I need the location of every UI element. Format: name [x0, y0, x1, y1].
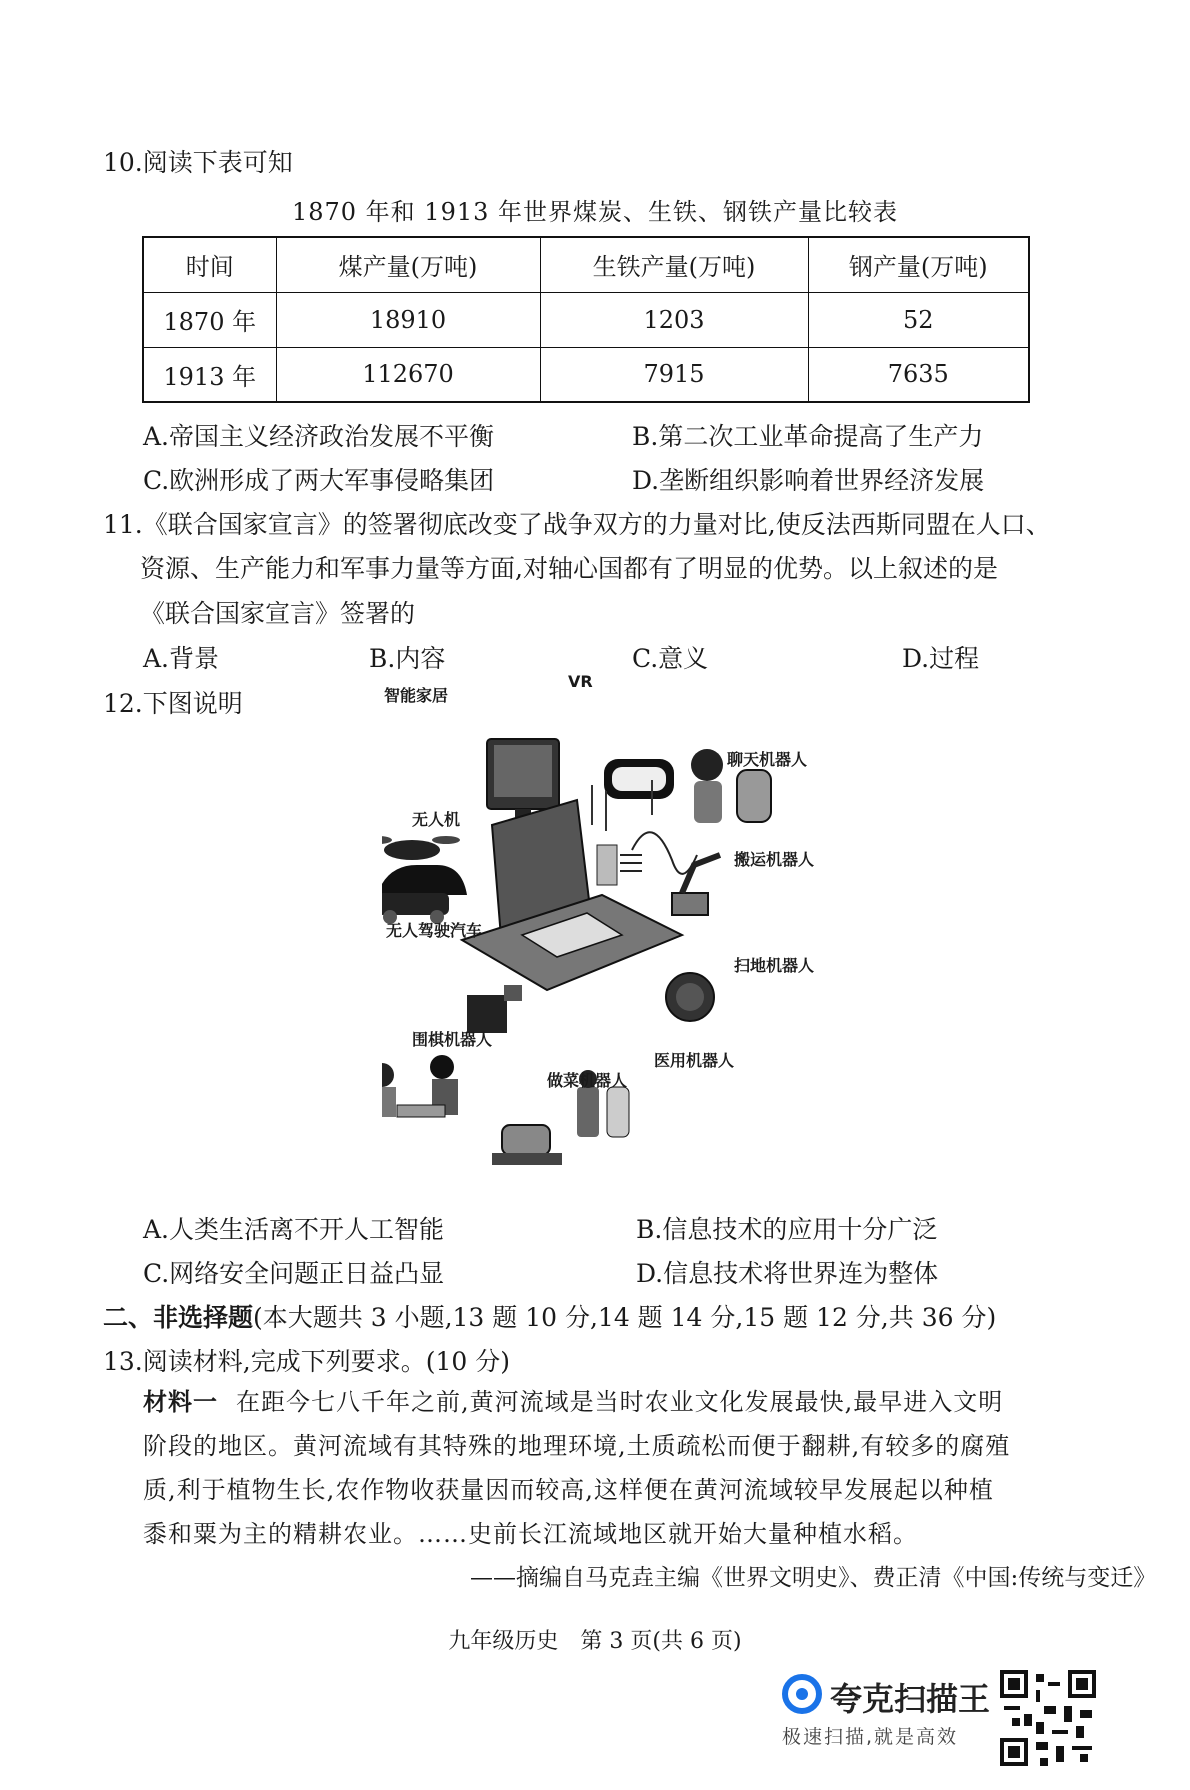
- brand-name: 夸克扫描王: [830, 1680, 991, 1718]
- q10-option-b: B.第二次工业革命提高了生产力: [632, 422, 984, 451]
- q13-material-line3: 质,利于植物生长,农作物收获量因而较高,这样便在黄河流域较早发展起以种植: [143, 1476, 994, 1504]
- q11-option-c: C.意义: [632, 644, 709, 673]
- label-chat-robot: 聊天机器人: [727, 750, 808, 769]
- ai-applications-figure: [382, 672, 832, 1195]
- cell-coal: 18910: [276, 292, 540, 347]
- q13-material-line2: 阶段的地区。黄河流域有其特殊的地理环境,土质疏松而便于翻耕,有较多的腐殖: [143, 1432, 1011, 1460]
- q11-line2: 资源、生产能力和军事力量等方面,对轴心国都有了明显的优势。以上叙述的是: [140, 554, 998, 583]
- label-medical-robot: 医用机器人: [654, 1051, 735, 1070]
- material-text: 在距今七八千年之前,黄河流域是当时农业文化发展最快,最早进入文明: [236, 1388, 1004, 1416]
- q13-stem: 13.阅读材料,完成下列要求。(10 分): [103, 1347, 510, 1376]
- label-driverless-car: 无人驾驶汽车: [386, 921, 483, 940]
- q13-material-line1: [143, 1380, 1003, 1424]
- q11-option-b: B.内容: [369, 644, 446, 673]
- quark-logo-icon: [782, 1674, 822, 1714]
- cell-year: 1870 年: [143, 292, 276, 347]
- label-vr: VR: [568, 672, 593, 691]
- q12-option-c: C.网络安全问题正日益凸显: [143, 1259, 445, 1288]
- q12-option-a: A.人类生活离不开人工智能: [143, 1215, 445, 1244]
- q10-option-d: D.垄断组织影响着世界经济发展: [632, 466, 985, 495]
- col-header-steel: 钢产量(万吨): [808, 237, 1029, 292]
- table-row: [143, 347, 1029, 402]
- cell-pig-iron: 7915: [540, 347, 808, 402]
- brand-slogan: 极速扫描,就是高效: [782, 1726, 959, 1748]
- q11-option-a: A.背景: [143, 644, 220, 673]
- col-header-pig-iron: 生铁产量(万吨): [540, 237, 808, 292]
- q12-option-b: B.信息技术的应用十分广泛: [636, 1215, 938, 1244]
- production-table: [142, 236, 1030, 403]
- q13-material-line4: 黍和粟为主的精耕农业。……史前长江流域地区就开始大量种植水稻。: [143, 1520, 918, 1548]
- col-header-coal: 煤产量(万吨): [276, 237, 540, 292]
- section-note: (本大题共 3 小题,13 题 10 分,14 题 14 分,15 题 12 分,共 36 分): [253, 1303, 997, 1332]
- label-smart-home: 智能家居: [384, 686, 449, 705]
- cell-year: 1913 年: [143, 347, 276, 402]
- qr-code-icon: [1000, 1670, 1096, 1766]
- cell-pig-iron: 1203: [540, 292, 808, 347]
- q10-stem: 10.阅读下表可知: [103, 148, 293, 177]
- label-sweeping-robot: 扫地机器人: [734, 956, 815, 975]
- section-title: 二、非选择题: [103, 1303, 254, 1332]
- col-header-time: 时间: [143, 237, 276, 292]
- table-row: [143, 292, 1029, 347]
- q10-option-a: A.帝国主义经济政治发展不平衡: [143, 422, 495, 451]
- scanner-watermark: [782, 1672, 1002, 1752]
- cell-steel: 52: [808, 292, 1029, 347]
- page-footer: 九年级历史 第 3 页(共 6 页): [448, 1629, 742, 1654]
- material-label: 材料一: [143, 1387, 218, 1416]
- q10-option-c: C.欧洲形成了两大军事侵略集团: [143, 466, 495, 495]
- label-go-robot: 围棋机器人: [412, 1030, 493, 1049]
- table-title: 1870 年和 1913 年世界煤炭、生铁、钢铁产量比较表: [291, 198, 899, 226]
- section-heading: [103, 1298, 996, 1334]
- cell-coal: 112670: [276, 347, 540, 402]
- table-header-row: [143, 237, 1029, 292]
- label-drone: 无人机: [412, 810, 461, 829]
- q11-option-d: D.过程: [902, 644, 980, 673]
- q12-stem: 12.下图说明: [103, 689, 243, 718]
- label-cooking-robot: 做菜机器人: [547, 1071, 628, 1090]
- q13-source: ——摘编自马克垚主编《世界文明史》、费正清《中国:传统与变迁》: [470, 1565, 1157, 1591]
- q12-option-d: D.信息技术将世界连为整体: [636, 1259, 939, 1288]
- q11-line1: 11.《联合国家宣言》的签署彻底改变了战争双方的力量对比,使反法西斯同盟在人口、: [103, 510, 1051, 539]
- q11-line3: 《联合国家宣言》签署的: [140, 599, 416, 628]
- label-transport-robot: 搬运机器人: [734, 850, 815, 869]
- cell-steel: 7635: [808, 347, 1029, 402]
